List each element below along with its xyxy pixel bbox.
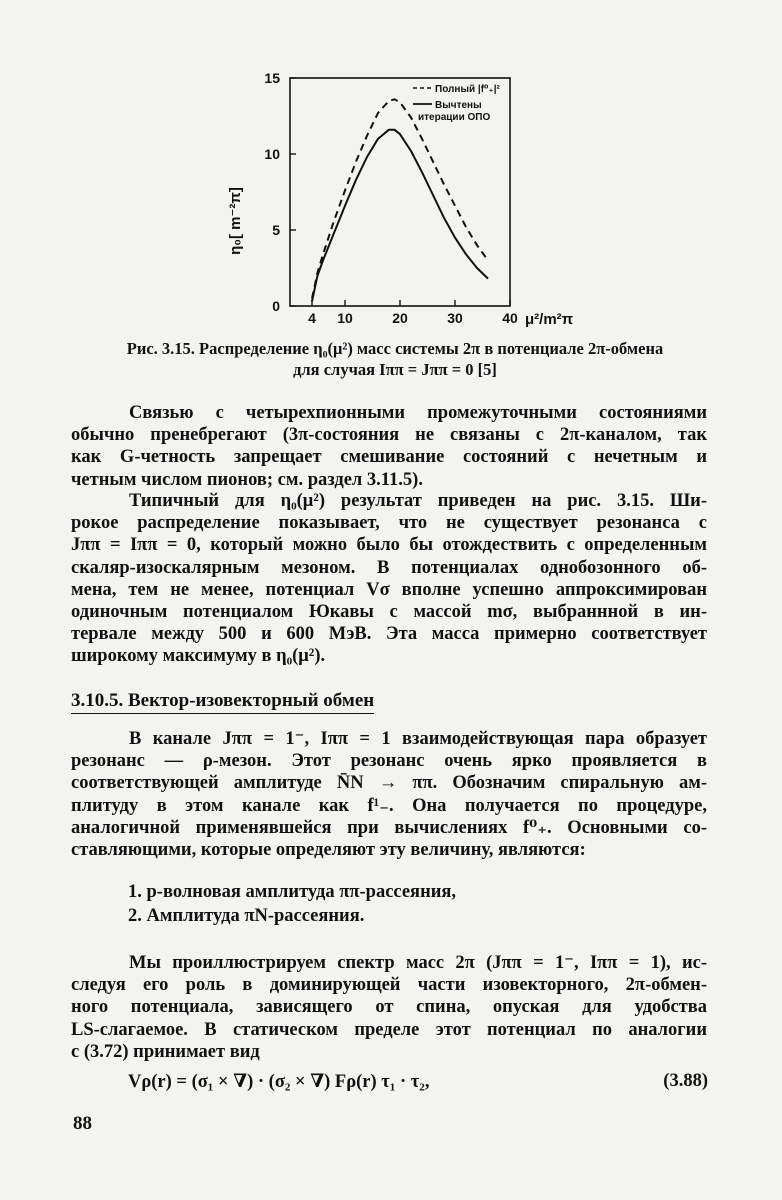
text-line: Jππ = Iππ = 0, который можно было бы отождествить с определенным — [71, 535, 707, 556]
legend-label: итерации ОПО — [418, 112, 491, 123]
text-line: плитуду в этом канале как f¹₋. Она получается по процедуре, — [71, 795, 707, 816]
x-tick-label: 4 — [308, 310, 316, 326]
text-line: обычно пренебрегают (3π-состояния не связаны с 2π-каналом, так — [71, 425, 707, 446]
text-line: широкому максимуму в η₀(μ²). — [71, 646, 326, 667]
series-full-dashed — [312, 99, 491, 298]
y-tick-label: 0 — [272, 298, 280, 314]
section-heading: 3.10.5. Вектор-изовекторный обмен — [71, 690, 374, 714]
text-line: резонанс — ρ-мезон. Этот резонанс очень ярко проявляется в — [71, 751, 707, 772]
text-line: Связью с четырехпионными промежуточными состояниями — [129, 403, 707, 423]
text-line: с (3.72) принимает вид — [71, 1041, 260, 1062]
text-line: аналогичной применявшейся при вычислениях f⁰₊. Основными со- — [71, 817, 707, 838]
y-tick-label: 15 — [264, 70, 280, 86]
y-tick-label: 5 — [272, 222, 280, 238]
paragraph-2 — [71, 490, 707, 668]
x-tick-label: 40 — [502, 310, 518, 326]
text-line: ного потенциала, зависящего от спина, опуская для удобства — [71, 997, 707, 1018]
x-tick-label: 20 — [392, 310, 408, 326]
text-line: одиночным потенциалом Юкавы с массой mσ, выбраннной в ин- — [71, 602, 707, 623]
text-line: скаляр-изоскалярным мезоном. В потенциалах однобозонного об- — [71, 557, 707, 578]
text-line: LS-слагаемое. В статическом пределе этот потенциал по аналогии — [71, 1019, 707, 1040]
equation-3-88 — [128, 1071, 708, 1093]
text-line: четным числом пионов; см. раздел 3.11.5). — [71, 469, 423, 490]
x-tick-label: 10 — [337, 310, 353, 326]
text-line: Типичный для η₀(μ²) результат приведен на рис. 3.15. Ши- — [129, 491, 707, 511]
x-tick-label: 30 — [447, 310, 463, 326]
legend-label: Полный |f⁰₊|² — [435, 84, 500, 95]
text-line: соответствующей амплитуде N̄N → ππ. Обозначим спиральную ам- — [71, 773, 707, 794]
page-number: 88 — [73, 1113, 92, 1134]
text-line: как G-четность запрещает смешивание состояний с нечетным и — [71, 447, 707, 468]
caption-line-1: Рис. 3.15. Распределение η₀(μ²) масс системы 2π в потенциале 2π-обмена — [126, 339, 664, 358]
enumerated-list — [128, 880, 456, 928]
paragraph-1 — [71, 402, 707, 491]
legend-label: Вычтены — [435, 100, 482, 111]
text-line: мена, тем не менее, потенциал Vσ вполне успешно аппроксимирован — [71, 579, 707, 600]
caption-line-2: для случая Iππ = Jππ = 0 [5] — [293, 360, 497, 379]
equation-body: Vρ(r) = (σ₁ × ∇) · (σ₂ × ∇) Fρ(r) τ₁ · τ₂, — [128, 1072, 430, 1092]
text-line: рокое распределение показывает, что не существует резонанса с — [71, 513, 707, 534]
text-line: тервале между 500 и 600 МэВ. Эта масса примерно соответствует — [71, 624, 707, 645]
list-item: 1. p-волновая амплитуда ππ-рассеяния, — [128, 882, 457, 902]
y-axis-label: η₀[ m⁻²π] — [227, 187, 244, 255]
mass-distribution-chart — [210, 66, 590, 336]
equation-number: (3.88) — [663, 1071, 708, 1091]
x-axis-label: μ²/m²π — [525, 311, 574, 328]
list-item: 2. Амплитуда πN-рассеяния. — [128, 906, 365, 926]
text-line: следуя его роль в доминирующей части изовекторного, 2π-обмен- — [71, 975, 707, 996]
chart-legend — [413, 84, 500, 123]
paragraph-3 — [71, 728, 707, 861]
figure-caption — [80, 338, 710, 380]
text-line: В канале Jππ = 1⁻, Iππ = 1 взаимодействующая пара образует — [129, 729, 707, 749]
text-line: Мы проиллюстрируем спектр масс 2π (Jππ = 1⁻, Iππ = 1), ис- — [129, 953, 707, 973]
series-subtracted-solid — [312, 130, 488, 302]
text-line: ставляющими, которые определяют эту величину, являются: — [71, 840, 586, 861]
y-tick-label: 10 — [264, 146, 280, 162]
paragraph-4 — [71, 952, 707, 1063]
chart-series — [312, 99, 491, 301]
